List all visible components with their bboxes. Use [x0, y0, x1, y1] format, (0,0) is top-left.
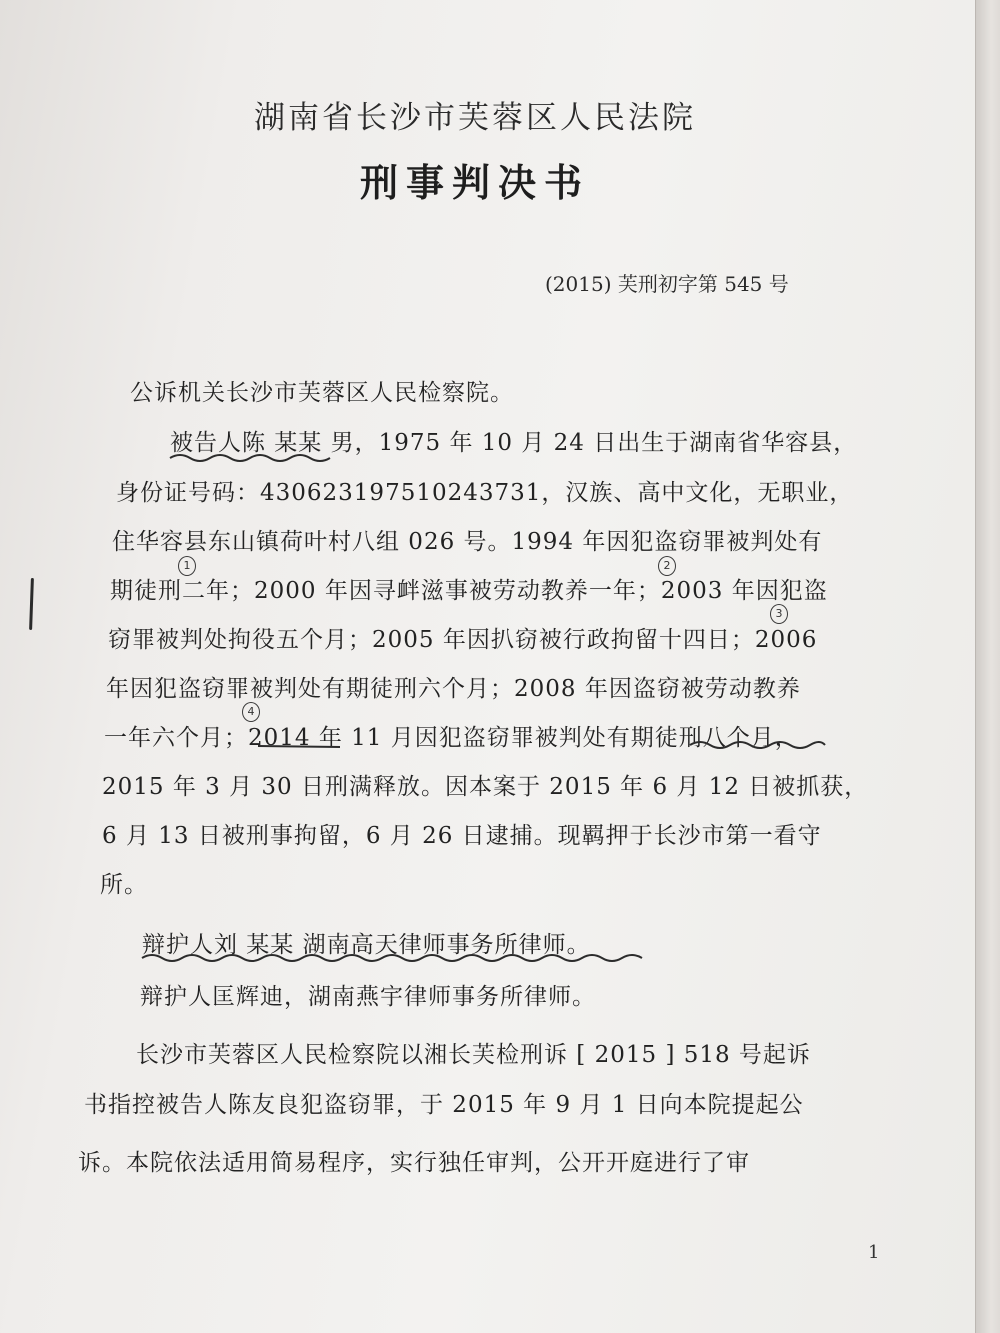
annotation-circle: 1 — [178, 556, 196, 576]
case-number: (2015) 芙刑初字第 545 号 — [545, 272, 789, 296]
body-line: 一年六个月；2014 年 11 月因犯盗窃罪被判处有期徒刑八个月， — [104, 725, 799, 751]
page-number: 1 — [868, 1242, 880, 1263]
body-line: 住华容县东山镇荷叶村八组 026 号。1994 年因犯盗窃罪被判处有 — [112, 529, 823, 555]
annotation-circle: 4 — [242, 702, 260, 722]
body-line: 长沙市芙蓉区人民检察院以湘长芙检刑诉 [ 2015 ] 518 号起诉 — [136, 1042, 811, 1068]
body-line: 辩护人刘 某某 湖南高天律师事务所律师。 — [142, 932, 591, 958]
annotation-circle: 2 — [658, 556, 676, 576]
body-line: 6 月 13 日被刑事拘留，6 月 26 日逮捕。现羁押于长沙市第一看守 — [102, 823, 822, 849]
body-line: 书指控被告人陈友良犯盗窃罪，于 2015 年 9 月 1 日向本院提起公 — [84, 1092, 804, 1118]
body-line: 辩护人匡辉迪，湖南燕宇律师事务所律师。 — [140, 984, 596, 1010]
body-line: 年因犯盗窃罪被判处有期徒刑六个月；2008 年因盗窃被劳动教养 — [106, 676, 801, 702]
court-name: 湖南省长沙市芙蓉区人民法院 — [254, 100, 696, 136]
body-line: 被告人陈 某某 男，1975 年 10 月 24 日出生于湖南省华容县， — [170, 430, 858, 456]
annotation-circle: 3 — [770, 604, 788, 624]
page-edge — [975, 0, 1000, 1333]
document-title: 刑事判决书 — [359, 160, 590, 205]
body-line: 窃罪被判处拘役五个月；2005 年因扒窃被行政拘留十四日；2006 — [108, 627, 818, 653]
body-line: 2015 年 3 月 30 日刑满释放。因本案于 2015 年 6 月 12 日被抓获， — [102, 774, 869, 800]
body-line: 期徒刑二年；2000 年因寻衅滋事被劳动教养一年；2003 年因犯盗 — [110, 578, 828, 604]
body-line: 公诉机关长沙市芙蓉区人民检察院。 — [130, 380, 514, 406]
pen-mark — [29, 578, 34, 630]
body-line: 诉。本院依法适用简易程序，实行独任审判，公开开庭进行了审 — [78, 1150, 750, 1176]
body-line: 所。 — [100, 872, 148, 898]
body-line: 身份证号码：430623197510243731，汉族、高中文化，无职业， — [116, 480, 854, 506]
